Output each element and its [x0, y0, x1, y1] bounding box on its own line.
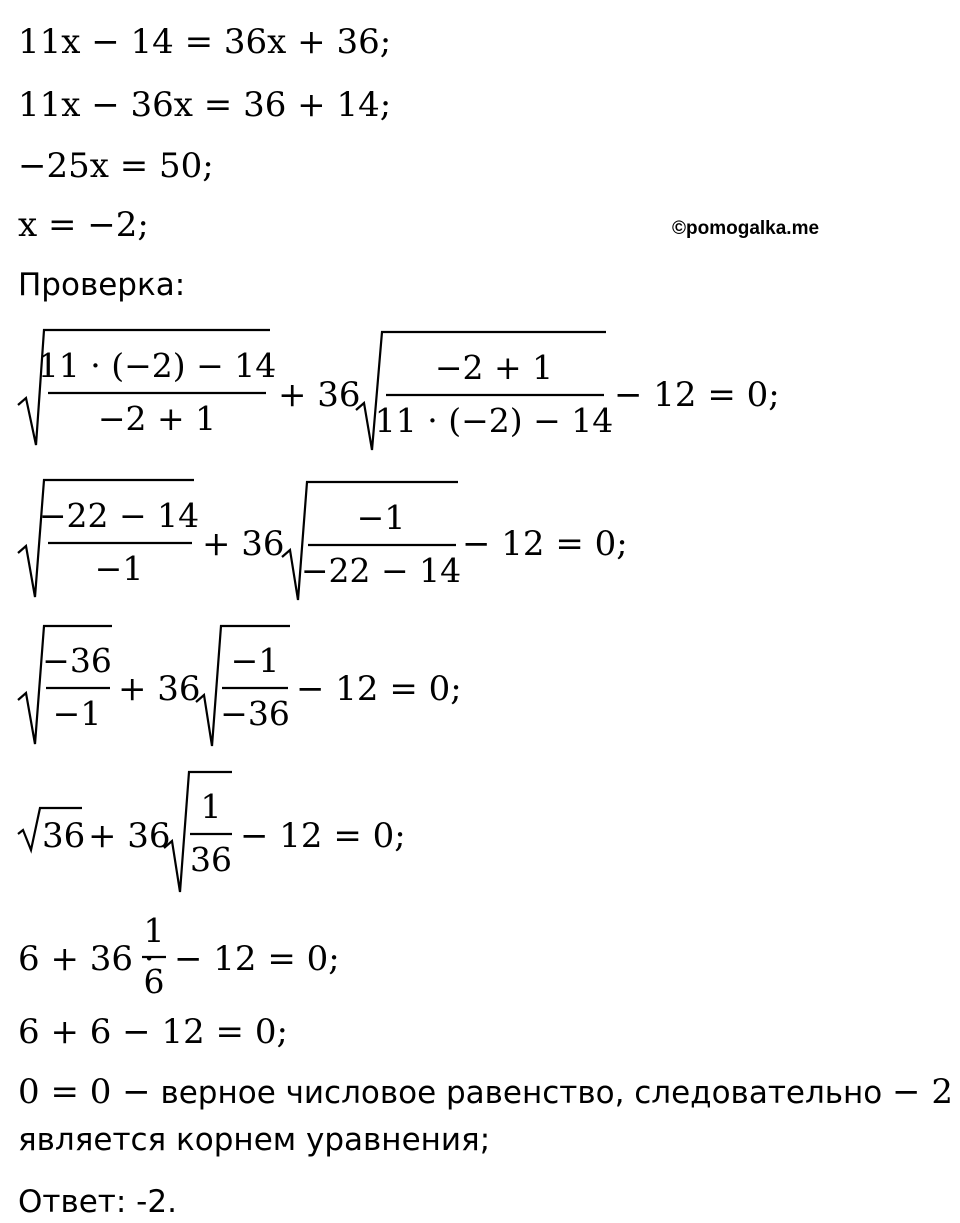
check-row-3	[18, 626, 462, 746]
step-3: −25x = 50;	[18, 146, 214, 186]
check-row-6: 6 + 6 − 12 = 0;	[18, 1012, 288, 1052]
fraction-numerator: 1	[143, 911, 165, 950]
conclusion-line-1	[18, 1072, 953, 1113]
step-1: 11x − 14 = 36x + 36;	[18, 22, 392, 62]
check-row-1	[18, 330, 780, 450]
check-row-5	[18, 911, 340, 1001]
fraction-numerator: 11 · (−2) − 14	[37, 346, 277, 385]
fraction-denominator: −1	[94, 549, 144, 588]
fraction-denominator: −2 + 1	[97, 399, 217, 438]
conclusion-word: верное	[160, 1075, 276, 1111]
check-heading: Проверка:	[18, 267, 186, 303]
equation-tail: − 12 = 0;	[240, 816, 406, 856]
coefficient: + 36	[88, 816, 171, 856]
fraction-denominator: 6	[143, 962, 165, 1001]
fraction-numerator: −1	[230, 641, 280, 680]
fraction-denominator: −1	[52, 694, 102, 733]
check-row-4	[18, 772, 406, 892]
conclusion-word: равенство,	[445, 1075, 625, 1111]
fraction-numerator: −36	[42, 641, 112, 680]
coefficient: + 36	[118, 669, 201, 709]
fraction-denominator: 36	[190, 840, 232, 879]
fraction-numerator: −2 + 1	[434, 348, 554, 387]
fraction-denominator: −22 − 14	[300, 551, 462, 590]
expression-lead: 6 + 36 ·	[18, 939, 155, 979]
equation-tail: − 12 = 0;	[174, 939, 340, 979]
fraction-numerator: −22 − 14	[38, 496, 200, 535]
radicand: 36	[42, 816, 86, 856]
fraction-numerator: 1	[200, 787, 222, 826]
fraction-denominator: −36	[220, 694, 290, 733]
fraction-denominator: 11 · (−2) − 14	[374, 401, 614, 440]
conclusion-word: числовое	[285, 1075, 437, 1111]
fraction-numerator: −1	[356, 498, 406, 537]
equation-tail: − 12 = 0;	[462, 524, 628, 564]
conclusion-equation: 0 = 0 −	[18, 1072, 151, 1112]
equation-tail: − 12 = 0;	[296, 669, 462, 709]
check-row-2	[18, 480, 628, 600]
conclusion-word: следовательно	[634, 1075, 883, 1111]
step-4: x = −2;	[18, 205, 149, 245]
answer: Ответ: -2.	[18, 1184, 177, 1220]
equation-tail: − 12 = 0;	[614, 375, 780, 415]
step-2: 11x − 36x = 36 + 14;	[18, 85, 392, 125]
conclusion-root: − 2	[892, 1072, 953, 1112]
conclusion-line-2: является корнем уравнения;	[18, 1122, 491, 1158]
watermark: ©pomogalka.me	[672, 218, 820, 239]
coefficient: + 36	[202, 524, 285, 564]
coefficient: + 36	[278, 375, 361, 415]
